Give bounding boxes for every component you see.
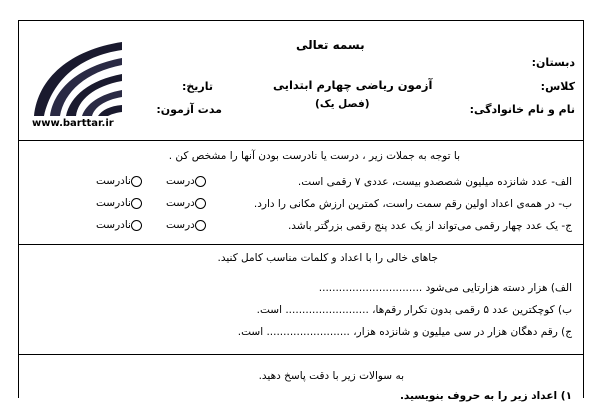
tf-option-false-1[interactable]: نادرست xyxy=(96,175,145,187)
radio-icon[interactable] xyxy=(131,176,142,187)
section2-instruction: جاهای خالی را با اعداد و کلمات مناسب کامل کنید. xyxy=(217,252,438,264)
tf-option-true-3[interactable]: درست xyxy=(166,219,209,231)
section1-instruction: با توجه به جملات زیر ، درست یا نادرست بودن آنها را مشخص کن . xyxy=(168,150,460,162)
date-label: تاریخ: xyxy=(181,80,213,93)
student-name-label: نام و نام خانوادگی: xyxy=(469,103,575,116)
class-label: کلاس: xyxy=(540,80,575,93)
exam-title: آزمون ریاضی چهارم ابتدایی xyxy=(273,78,433,92)
fill-blank-1: الف) هزار دسته هزارتایی می‌شود ............................... xyxy=(318,282,572,294)
barttar-logo xyxy=(30,38,125,118)
bismillah: بسمه تعالی xyxy=(296,38,365,52)
section3-question-1: ۱) اعداد زیر را به حروف بنویسید. xyxy=(399,390,572,402)
radio-icon[interactable] xyxy=(195,220,206,231)
tf-option-true-1[interactable]: درست xyxy=(166,175,209,187)
radio-icon[interactable] xyxy=(195,198,206,209)
header-divider xyxy=(18,140,584,141)
tf-option-true-2[interactable]: درست xyxy=(166,197,209,209)
radio-icon[interactable] xyxy=(131,220,142,231)
radio-icon[interactable] xyxy=(131,198,142,209)
radio-icon[interactable] xyxy=(195,176,206,187)
school-label: دبستان: xyxy=(531,56,575,69)
section1-divider xyxy=(18,244,584,245)
tf-question-3: ج- یک عدد چهار رقمی می‌تواند از یک عدد پنج رقمی بزرگتر باشد. xyxy=(287,220,572,232)
tf-question-2: ب- در همه‌ی اعداد اولین رقم سمت راست، کمترین ارزش مکانی را دارد. xyxy=(253,198,572,210)
fill-blank-2: ب) کوچکترین عدد ۵ رقمی بدون تکرار رقم‌ها، ......................... است. xyxy=(256,304,572,316)
chapter-label: (فصل یک) xyxy=(315,98,370,110)
tf-question-1: الف- عدد شانزده میلیون شصصدو بیست، عددی ۷ رقمی است. xyxy=(297,176,572,188)
tf-option-false-3[interactable]: نادرست xyxy=(96,219,145,231)
website-url[interactable]: www.barttar.ir xyxy=(32,118,114,129)
section2-divider xyxy=(18,354,584,355)
section3-instruction: به سوالات زیر با دقت پاسخ دهید. xyxy=(258,370,404,382)
fill-blank-3: ج) رقم دهگان هزار در سی میلیون و شانزده هزار، ......................... است. xyxy=(237,326,572,338)
tf-option-false-2[interactable]: نادرست xyxy=(96,197,145,209)
duration-label: مدت آزمون: xyxy=(156,103,222,116)
